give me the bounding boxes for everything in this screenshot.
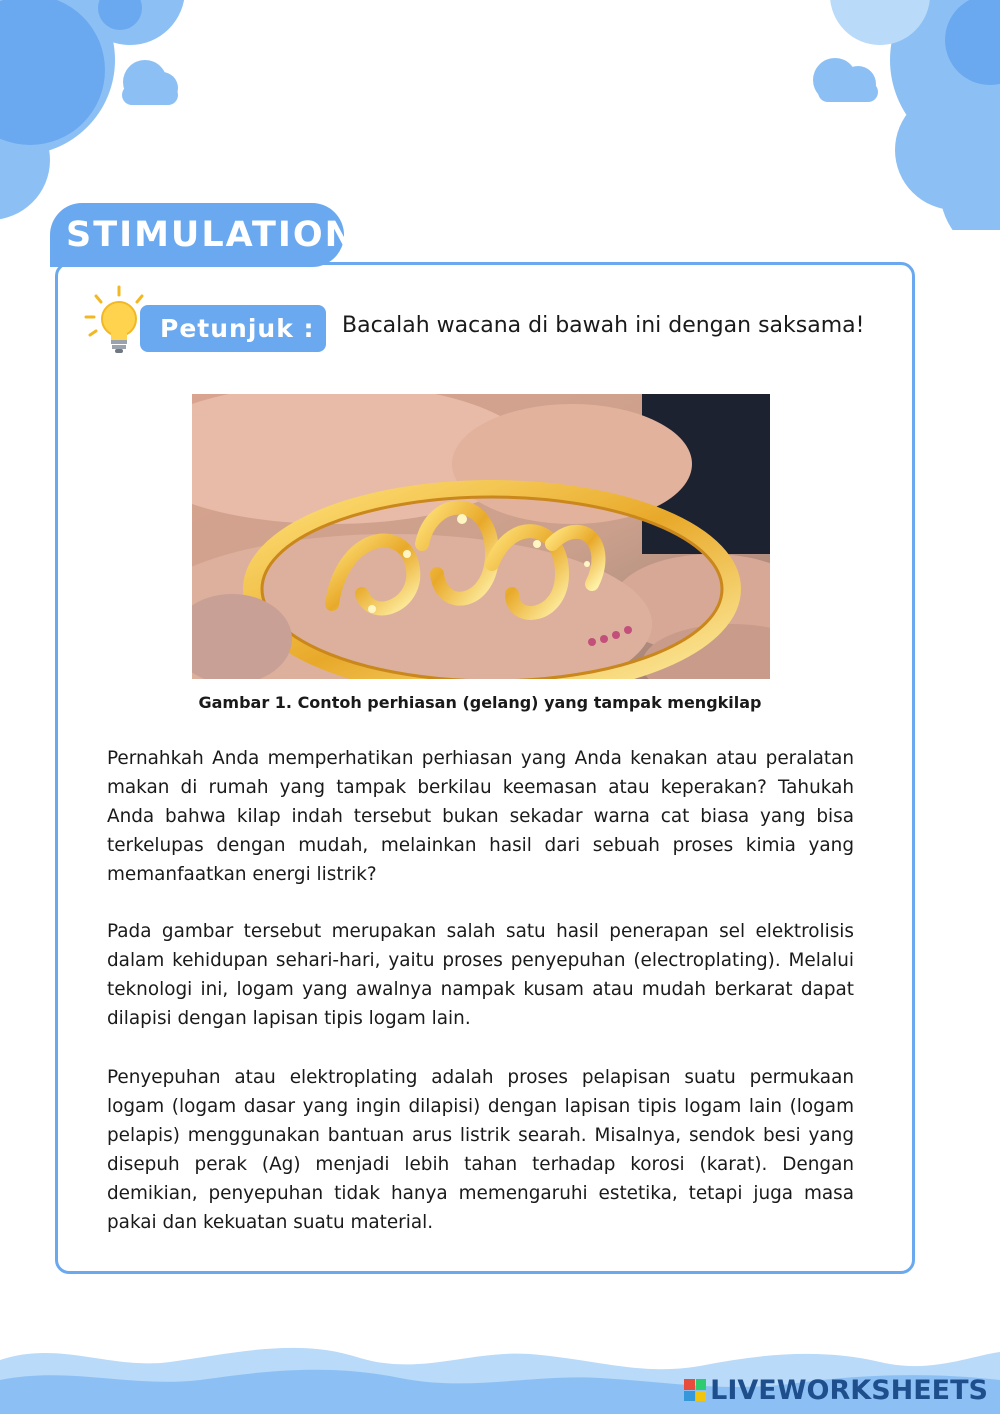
bracelet-photo — [192, 394, 770, 679]
section-title: STIMULATION — [50, 203, 344, 267]
figure-caption: Gambar 1. Contoh perhiasan (gelang) yang tampak mengkilap — [198, 693, 762, 712]
paragraph-1: Pernahkah Anda memperhatikan perhiasan yang Anda kenakan atau peralatan makan di rumah yang tampak berkilau keemasan atau keperakan? Tahukah Anda bahwa kilap indah tersebut bukan sekadar warna cat biasa yang bisa terkelupas dengan mudah, melainkan hasil dari sebuah proses kimia yang memanfaatkan energi listrik? — [107, 748, 854, 885]
brand-name: LIVEWORKSHEETS — [710, 1374, 988, 1406]
hint-label: Petunjuk : — [140, 305, 326, 352]
cloud-decoration-top-right — [740, 0, 1000, 230]
liveworksheets-logo[interactable] — [684, 1372, 988, 1408]
instruction-text: Bacalah wacana di bawah ini dengan saksama! — [342, 313, 865, 338]
paragraph-3: Penyepuhan atau elektroplating adalah proses pelapisan suatu permukaan logam (logam dasar yang ingin dilapisi) dengan lapisan tipis logam lain (logam pelapis) menggunakan bantuan arus listrik searah. Misalnya, sendok besi yang disepuh perak (Ag) menjadi lebih tahan terhadap korosi (karat). Dengan demikian, penyepuhan tidak hanya memengaruhi estetika, tetapi juga masa pakai dan kekuatan suatu material. — [107, 1067, 854, 1233]
paragraph-2: Pada gambar tersebut merupakan salah satu hasil penerapan sel elektrolisis dalam kehidupan sehari-hari, yaitu proses penyepuhan (electroplating). Melalui teknologi ini, logam yang awalnya nampak kusam atau mudah berkarat dapat dilapisi dengan lapisan tipis logam lain. — [107, 921, 854, 1029]
cloud-decoration-top-left — [0, 0, 260, 230]
brand-logo-icon — [684, 1379, 706, 1401]
